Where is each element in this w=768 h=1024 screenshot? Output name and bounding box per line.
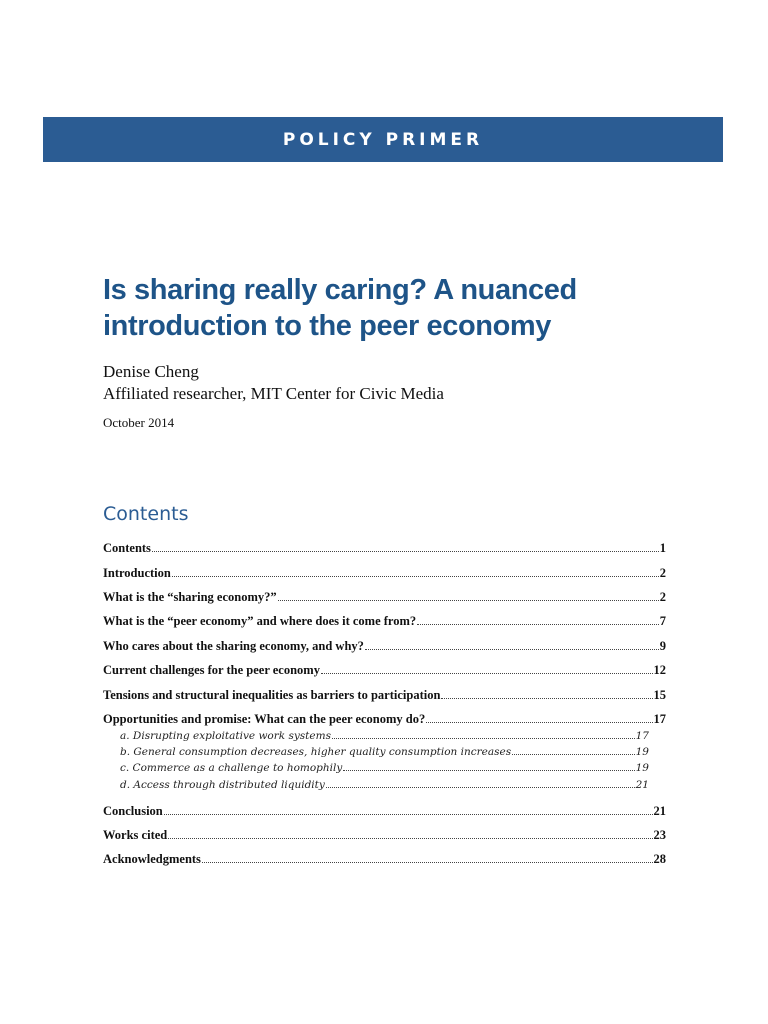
toc-leader (278, 600, 659, 601)
toc-page: 1 (659, 541, 666, 555)
toc-leader (417, 624, 659, 625)
toc-subentry-consumption[interactable] (120, 746, 649, 758)
toc-page: 2 (659, 566, 666, 580)
toc-label: Current challenges for the peer economy (103, 663, 320, 677)
policy-primer-banner (43, 117, 723, 162)
toc-label: a. Disrupting exploitative work systems (120, 730, 331, 742)
toc-page: 28 (653, 852, 666, 866)
toc-leader (512, 754, 635, 755)
toc-entry-current-challenges[interactable] (103, 663, 666, 678)
toc-leader (441, 698, 652, 699)
toc-leader (332, 738, 635, 739)
toc-page: 7 (659, 614, 666, 628)
toc-page: 17 (635, 730, 649, 742)
toc-page: 21 (635, 779, 649, 791)
toc-entry-sharing-economy[interactable] (103, 590, 666, 605)
toc-leader (172, 576, 659, 577)
toc-entry-peer-economy[interactable] (103, 614, 666, 629)
toc-leader (321, 673, 653, 674)
toc-page: 23 (653, 828, 666, 842)
toc-page: 19 (635, 746, 649, 758)
toc-leader (168, 838, 652, 839)
toc-entry-who-cares[interactable] (103, 639, 666, 654)
toc-page: 15 (653, 688, 666, 702)
toc-label: Acknowledgments (103, 852, 201, 866)
toc-label: Tensions and structural inequalities as barriers to participation (103, 688, 441, 702)
toc-page: 9 (659, 639, 666, 653)
toc-leader (365, 649, 659, 650)
toc-label: What is the “peer economy” and where does it come from? (103, 614, 417, 628)
document-title (103, 272, 703, 344)
toc-label: Conclusion (103, 804, 163, 818)
toc-entry-opportunities[interactable] (103, 712, 666, 727)
author-affiliation: Affiliated researcher, MIT Center for Civic Media (103, 384, 444, 403)
toc-label: c. Commerce as a challenge to homophily (120, 762, 343, 774)
toc-label: Opportunities and promise: What can the peer economy do? (103, 712, 426, 726)
toc-entry-conclusion[interactable] (103, 804, 666, 819)
toc-leader (202, 862, 653, 863)
toc-subentry-liquidity[interactable] (120, 779, 649, 791)
toc-entry-tensions[interactable] (103, 688, 666, 703)
toc-label: Introduction (103, 566, 171, 580)
toc-leader (164, 814, 653, 815)
toc-page: 19 (635, 762, 649, 774)
title-line-1: Is sharing really caring? A nuanced (103, 274, 577, 306)
toc-label: d. Access through distributed liquidity (120, 779, 325, 791)
banner-label: POLICY PRIMER (282, 129, 484, 150)
publication-date: October 2014 (103, 415, 175, 430)
toc-subentry-disrupting[interactable] (120, 730, 649, 742)
toc-page: 12 (653, 663, 666, 677)
toc-leader (343, 770, 634, 771)
contents-heading: Contents (103, 503, 189, 525)
toc-leader (326, 787, 635, 788)
toc-page: 2 (659, 590, 666, 604)
author-name: Denise Cheng (103, 362, 199, 381)
toc-label: Who cares about the sharing economy, and why? (103, 639, 364, 653)
toc-label: What is the “sharing economy?” (103, 590, 277, 604)
toc-label: Contents (103, 541, 151, 555)
toc-entry-contents[interactable] (103, 541, 666, 556)
toc-leader (426, 722, 652, 723)
toc-label: Works cited (103, 828, 168, 842)
toc-label: b. General consumption decreases, higher quality consumption increases (120, 746, 512, 758)
toc-subentry-homophily[interactable] (120, 762, 649, 774)
toc-entry-acknowledgments[interactable] (103, 852, 666, 867)
toc-entry-works-cited[interactable] (103, 828, 666, 843)
toc-page: 17 (653, 712, 666, 726)
toc-entry-introduction[interactable] (103, 566, 666, 581)
title-line-2: introduction to the peer economy (103, 310, 551, 342)
toc-leader (152, 551, 659, 552)
toc-page: 21 (653, 804, 666, 818)
